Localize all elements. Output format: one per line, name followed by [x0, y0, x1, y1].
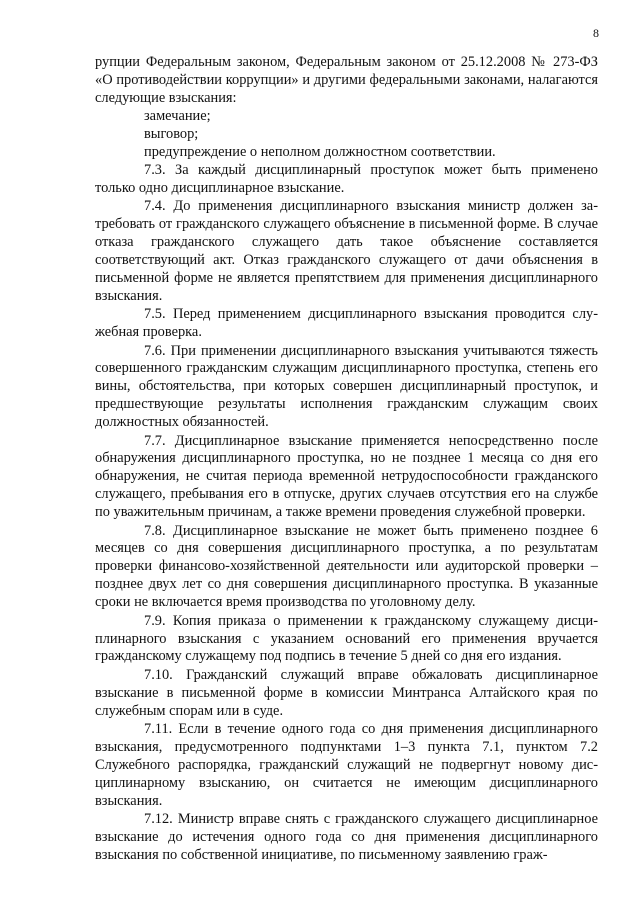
penalties-list: [95, 108, 598, 162]
list-item: предупреждение о неполном должностном соответствии.: [144, 143, 496, 160]
paragraph-7-5: 7.5. Перед применением дисциплинарного взыскания проводится служебная проверка.: [95, 306, 598, 341]
list-item: замечание;: [144, 107, 211, 124]
paragraph-7-7: 7.7. Дисциплинарное взыскание применяется непосредственно после обнаружения дисциплинарного проступка, но не позднее 1 месяца со дня его обнаружения, не считая периода временной нетрудоспособности гражданского служащего, пребывания его в отпуске, других случаев отсутствия его на службе по уважительным причинам, а также времени проведения служебной проверки.: [95, 432, 598, 521]
paragraph-7-9: 7.9. Копия приказа о применении к гражданскому служащему дисциплинарного взыскания с указанием оснований его применения вручается гражданскому служащему под подпись в течение 5 дней со дня его издания.: [95, 612, 598, 665]
paragraph-7-11: 7.11. Если в течение одного года со дня применения дисциплинарного взыскания, предусмотренного подпунктами 1–3 пункта 7.1, пунктом 7.2 Служебного распорядка, гражданский служащий не подвергнут новому дисциплинарному взысканию, он считается не имеющим дисциплинарного взыскания.: [95, 721, 598, 809]
paragraph-7-4: 7.4. До применения дисциплинарного взыскания министр должен затребовать от гражданского служащего объяснение в письменной форме. В случае отказа гражданского служащего дать такое объяснение составляется соответствующий акт. Отказ гражданского служащего от дачи объяснения в письменной форме не является препятствием для применения дисциплинарного взыскания.: [95, 198, 598, 304]
list-item: выговор;: [144, 125, 199, 142]
paragraph-7-12: 7.12. Министр вправе снять с гражданского служащего дисциплинарное взыскание до истечения одного года со дня применения дисциплинарного взыскания по собственной инициативе, по письменному заявлению граж-: [95, 811, 598, 863]
paragraph-intro: рупции Федеральным законом, Федеральным законом от 25.12.2008 № 273-ФЗ «О противодействии коррупции» и другими федеральными законами, налагаются следующие взыскания:: [95, 54, 598, 106]
page-number: 8: [593, 26, 599, 40]
paragraph-7-10: 7.10. Гражданский служащий вправе обжаловать дисциплинарное взыскание в письменной форме в комиссии Минтранса Алтайского края по служебным спорам или в суде.: [95, 666, 598, 719]
paragraph-7-8: 7.8. Дисциплинарное взыскание не может быть применено позднее 6 месяцев со дня совершения дисциплинарного проступка, а по результатам проверки финансово-хозяйственной деятельности или аудиторской проверки – позднее двух лет со дня совершения дисциплинарного проступка. В указанные сроки не включается время производства по уголовному делу.: [95, 522, 598, 611]
document-body: [95, 54, 598, 865]
paragraph-7-6: 7.6. При применении дисциплинарного взыскания учитываются тяжесть совершенного гражданским служащим дисциплинарного проступка, степень его вины, обстоятельства, при которых совершен дисциплинарный проступок, и предшествующие результаты исполнения гражданским служащим своих должностных обязанностей.: [95, 342, 598, 431]
paragraph-7-3: 7.3. За каждый дисциплинарный проступок может быть применено только одно дисциплинарное взыскание.: [95, 161, 598, 196]
